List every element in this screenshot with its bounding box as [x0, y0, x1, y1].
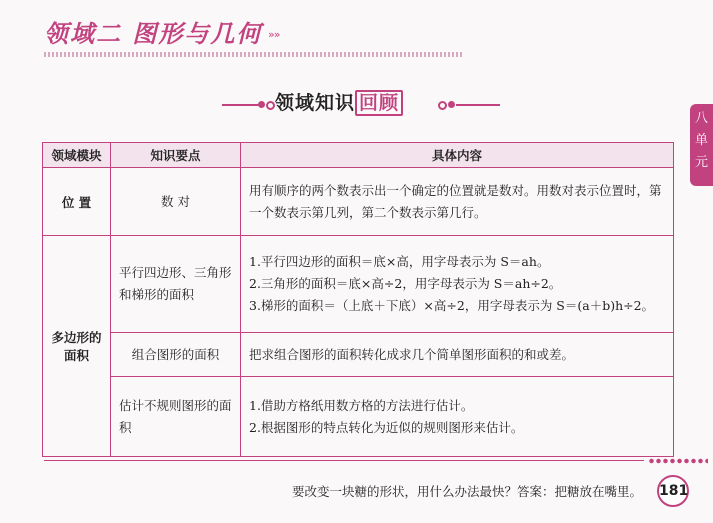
- content-cell: [241, 236, 674, 333]
- point-cell: 数 对: [111, 168, 241, 236]
- unit-tab-char: 单: [694, 133, 708, 148]
- point-cell: 估计不规则图形的面积: [111, 377, 241, 457]
- section-heading: [200, 86, 500, 120]
- knowledge-table: [42, 142, 674, 457]
- content-line: 用有顺序的两个数表示出一个确定的位置就是数对。用数对表示位置时，第一个数表示第几列，第二个数表示第几行。: [249, 182, 662, 220]
- heading-line-left: [222, 104, 262, 106]
- table-row: [43, 168, 674, 236]
- section-title-plain: 领域知识: [275, 92, 356, 114]
- unit-tab-char: 元: [694, 155, 708, 170]
- footer-riddle: 要改变一块糖的形状，用什么办法最快？答案：把糖放在嘴里。: [292, 484, 643, 499]
- section-title-highlight: 回顾: [355, 90, 403, 116]
- dots-icon: [648, 458, 708, 464]
- ring-icon: [438, 101, 447, 110]
- content-line: 2.三角形的面积＝底×高÷2，用字母表示为 S＝ah÷2。: [249, 276, 562, 291]
- header-point: 知识要点: [111, 143, 241, 168]
- module-cell: 多边形的面积: [43, 236, 111, 457]
- page-number: 181: [657, 475, 689, 507]
- header-module: 领域模块: [43, 143, 111, 168]
- table-header-row: [43, 143, 674, 168]
- point-cell: 平行四边形、三角形和梯形的面积: [111, 236, 241, 333]
- content-line: 2.根据图形的特点转化为近似的规则图形来估计。: [249, 419, 524, 435]
- content-line: 1.平行四边形的面积＝底×高，用字母表示为 S＝ah。: [249, 254, 550, 269]
- content-line: 1.借助方格纸用数方格的方法进行估计。: [249, 397, 474, 413]
- content-cell: [241, 333, 674, 377]
- chevron-right-icon: »»: [268, 28, 280, 41]
- point-cell: 组合图形的面积: [111, 333, 241, 377]
- module-cell: 位 置: [43, 168, 111, 236]
- heading-line-right: [456, 104, 500, 106]
- header-content: 具体内容: [241, 143, 674, 168]
- content-cell: [241, 377, 674, 457]
- footer-divider: [44, 460, 644, 461]
- dot-icon: [448, 101, 455, 108]
- table-row: [43, 377, 674, 457]
- table-row: [43, 333, 674, 377]
- section-title: [275, 88, 403, 115]
- dot-icon: [258, 101, 265, 108]
- content-line: 把求组合图形的面积转化成求几个简单图形面积的和或差。: [249, 346, 575, 362]
- content-cell: [241, 168, 674, 236]
- table-row: [43, 236, 674, 333]
- chapter-title: 领域二 图形与几何: [44, 20, 263, 48]
- unit-tab[interactable]: [690, 104, 713, 186]
- ring-icon: [266, 101, 275, 110]
- content-line: 3.梯形的面积＝（上底＋下底）×高÷2，用字母表示为 S＝(a＋b)h÷2。: [249, 298, 655, 313]
- unit-tab-char: 八: [694, 111, 708, 126]
- header-divider: [44, 52, 464, 57]
